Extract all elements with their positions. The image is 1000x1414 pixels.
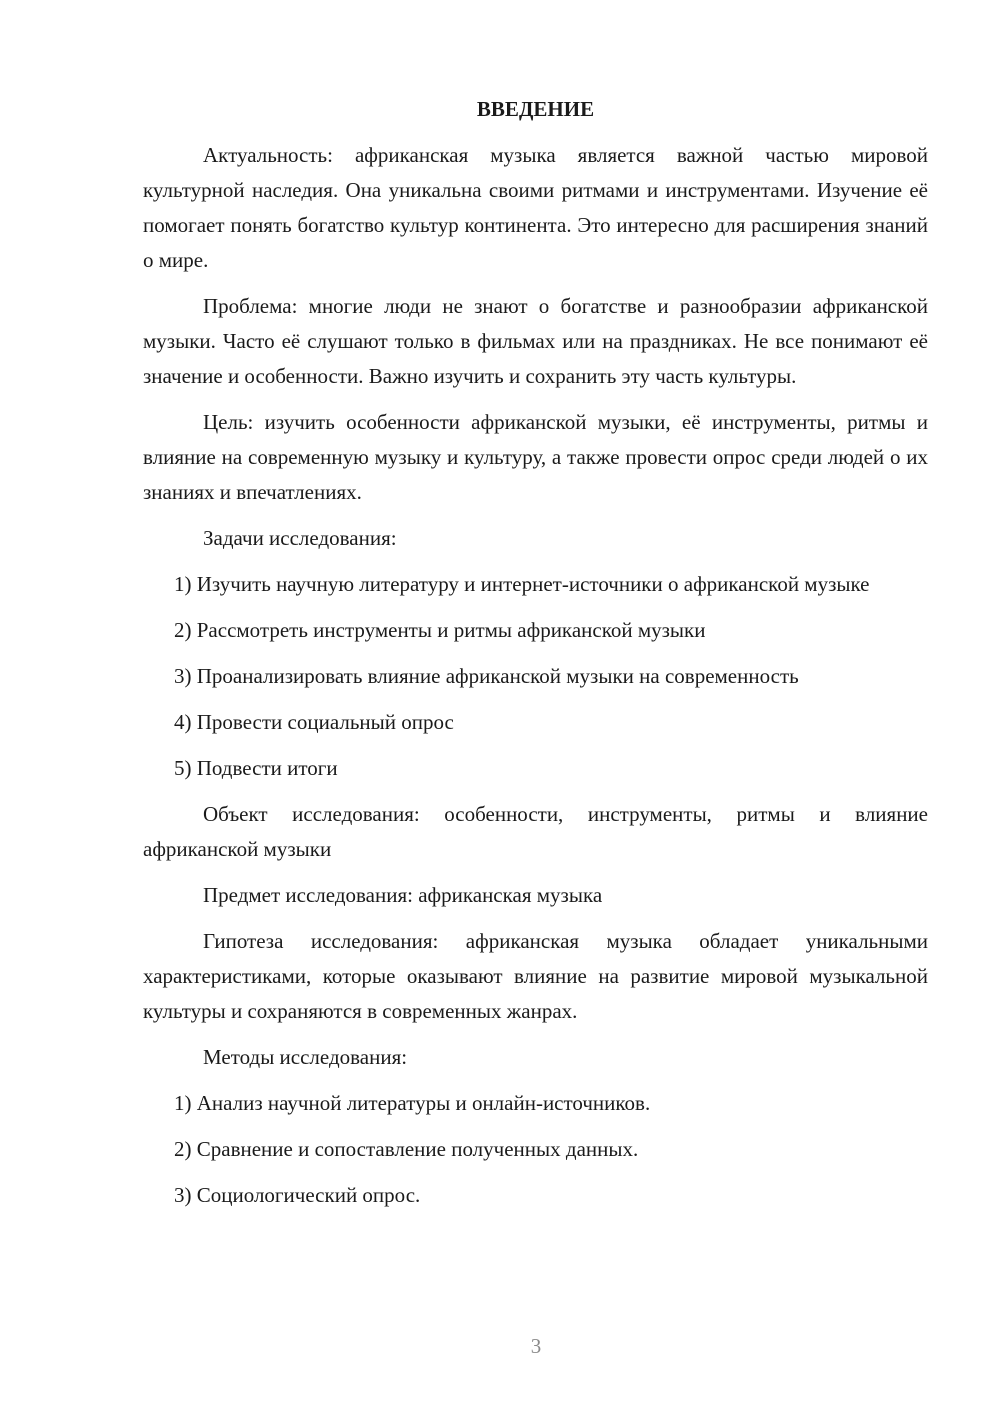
- tasks-heading: Задачи исследования:: [203, 526, 397, 550]
- list-item: 3) Социологический опрос.: [174, 1183, 421, 1207]
- hypothesis-paragraph: Гипотеза исследования: африканская музыка обладает уникальными характеристиками, которые оказывают влияние на развитие мировой музыкальной культуры и сохраняются в современных жанрах.: [143, 929, 928, 1023]
- page-number: 3: [530, 1334, 542, 1358]
- list-item: 2) Рассмотреть инструменты и ритмы африканской музыки: [174, 618, 706, 642]
- document-page: [143, 92, 928, 1224]
- list-item: 4) Провести социальный опрос: [174, 710, 454, 734]
- methods-heading: Методы исследования:: [203, 1045, 408, 1069]
- list-item: 1) Анализ научной литературы и онлайн-источников.: [174, 1091, 651, 1115]
- relevance-paragraph: Актуальность: африканская музыка является важной частью мировой культурной наследия. Она уникальна своими ритмами и инструментами. Изучение её помогает понять богатство культур континента. Это интересно для расширения знаний о мире.: [143, 143, 928, 272]
- subject-paragraph: Предмет исследования: африканская музыка: [203, 883, 603, 907]
- tasks-list: [143, 567, 928, 786]
- problem-paragraph: Проблема: многие люди не знают о богатстве и разнообразии африканской музыки. Часто её слушают только в фильмах или на праздниках. Не все понимают её значение и особенности. Важно изучить и сохранить эту часть культуры.: [143, 294, 928, 388]
- list-item: 1) Изучить научную литературу и интернет-источники о африканской музыке: [174, 572, 870, 596]
- object-paragraph: Объект исследования: особенности, инструменты, ритмы и влияние африканской музыки: [143, 802, 928, 861]
- list-item: 3) Проанализировать влияние африканской музыки на современность: [174, 664, 799, 688]
- list-item: 5) Подвести итоги: [174, 756, 338, 780]
- goal-paragraph: Цель: изучить особенности африканской музыки, её инструменты, ритмы и влияние на современную музыку и культуру, а также провести опрос среди людей о их знаниях и впечатлениях.: [143, 410, 928, 504]
- section-title: ВВЕДЕНИЕ: [476, 97, 595, 121]
- methods-list: [143, 1086, 928, 1213]
- list-item: 2) Сравнение и сопоставление полученных данных.: [174, 1137, 639, 1161]
